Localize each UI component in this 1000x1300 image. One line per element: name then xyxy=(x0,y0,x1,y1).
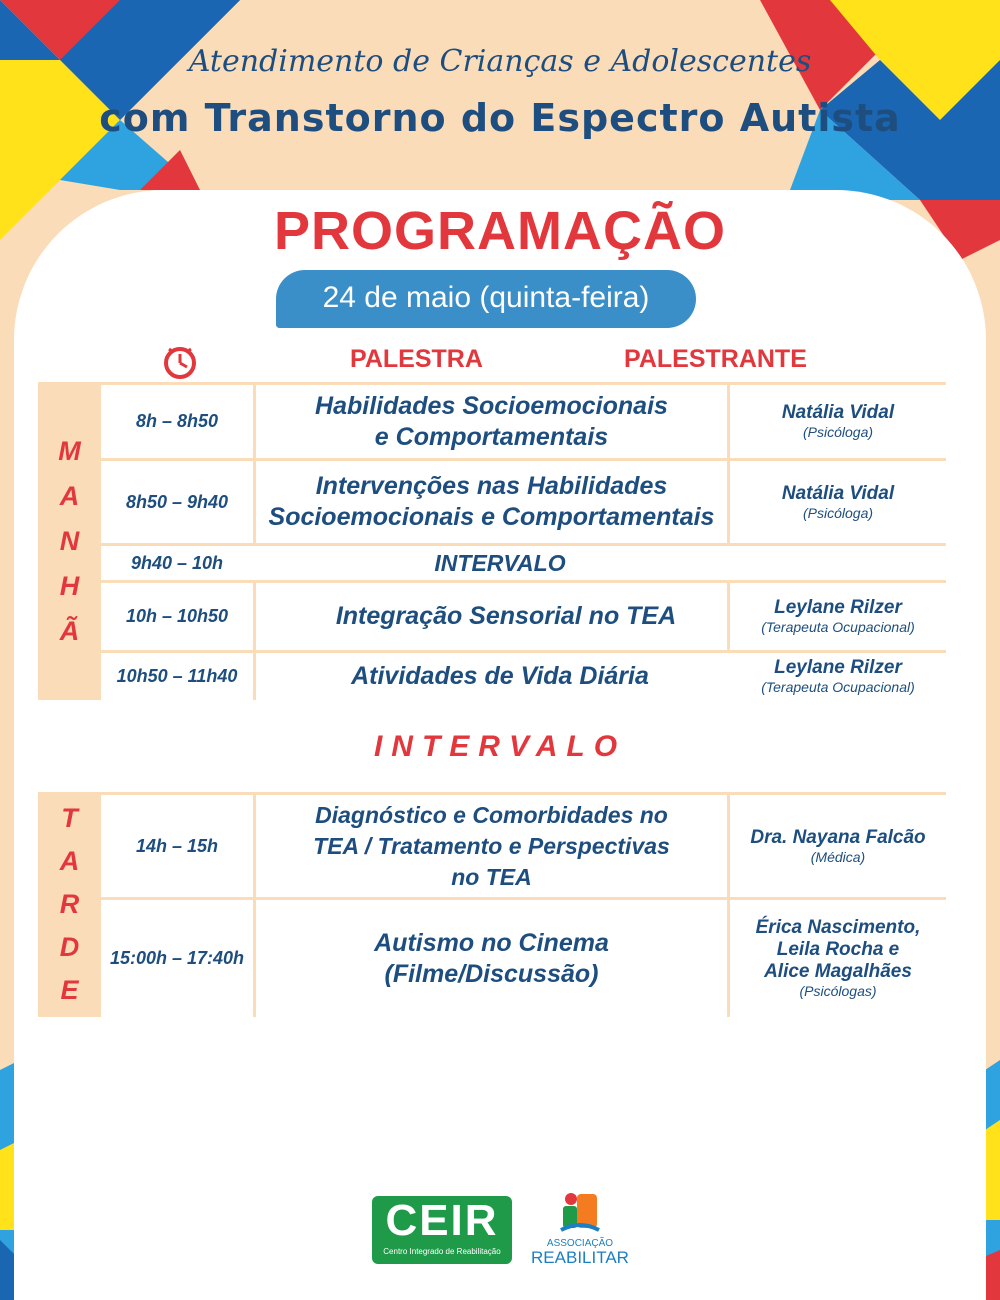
header-title: com Transtorno do Espectro Autista xyxy=(99,96,901,140)
talk-title: Diagnóstico e Comorbidades no TEA / Tratamento e Perspectivas no TEA xyxy=(313,801,670,890)
column-header-palestra: PALESTRA xyxy=(350,345,483,373)
reabilitar-logo: ASSOCIAÇÃO REABILITAR xyxy=(525,1190,635,1270)
header xyxy=(0,0,1000,190)
speaker: Natália Vidal (Psicóloga) xyxy=(781,482,895,521)
speaker: Leylane Rilzer (Terapeuta Ocupacional) xyxy=(761,597,915,635)
lunch-break-label: INTERVALO xyxy=(373,730,627,763)
time-slot: 9h40 – 10h xyxy=(130,552,224,573)
speaker: Natália Vidal (Psicóloga) xyxy=(781,402,895,440)
time-slot: 15:00h – 17:40h xyxy=(109,948,245,968)
time-slot: 8h – 8h50 xyxy=(135,411,219,431)
talk-title: Atividades de Vida Diária xyxy=(351,662,649,690)
column-header-palestrante: PALESTRANTE xyxy=(624,345,807,373)
talk-title: Integração Sensorial no TEA xyxy=(335,602,677,630)
program-title: PROGRAMAÇÃO xyxy=(274,201,726,261)
talk-title: Intervenções nas Habilidades Socioemocionais e Comportamentais xyxy=(268,472,715,531)
ceir-logo: CEIR Centro Integrado de Reabilitação xyxy=(372,1196,512,1264)
speaker: Leylane Rilzer (Terapeuta Ocupacional) xyxy=(761,657,915,695)
afternoon-label: T A R D E xyxy=(38,792,101,1017)
talk-title: Autismo no Cinema (Filme/Discussão) xyxy=(374,928,609,988)
clock-icon xyxy=(163,345,197,379)
time-slot: 10h – 10h50 xyxy=(125,606,229,626)
time-slot: 14h – 15h xyxy=(135,835,219,856)
break-title: INTERVALO xyxy=(434,549,566,576)
time-slot: 10h50 – 11h40 xyxy=(116,666,238,686)
speaker: Dra. Nayana Falcão (Médica) xyxy=(750,826,926,865)
speaker: Érica Nascimento, Leila Rocha e Alice Magalhães (Psicólogas) xyxy=(755,917,921,999)
talk-title: Habilidades Socioemocionais e Comportamentais xyxy=(315,391,668,451)
reabilitar-emblem-icon xyxy=(555,1190,605,1240)
header-subtitle: Atendimento de Crianças e Adolescentes xyxy=(188,44,812,79)
time-slot: 8h50 – 9h40 xyxy=(125,491,229,512)
date-badge: 24 de maio (quinta-feira) xyxy=(276,270,696,328)
morning-label: M A N H Ã xyxy=(38,382,101,700)
